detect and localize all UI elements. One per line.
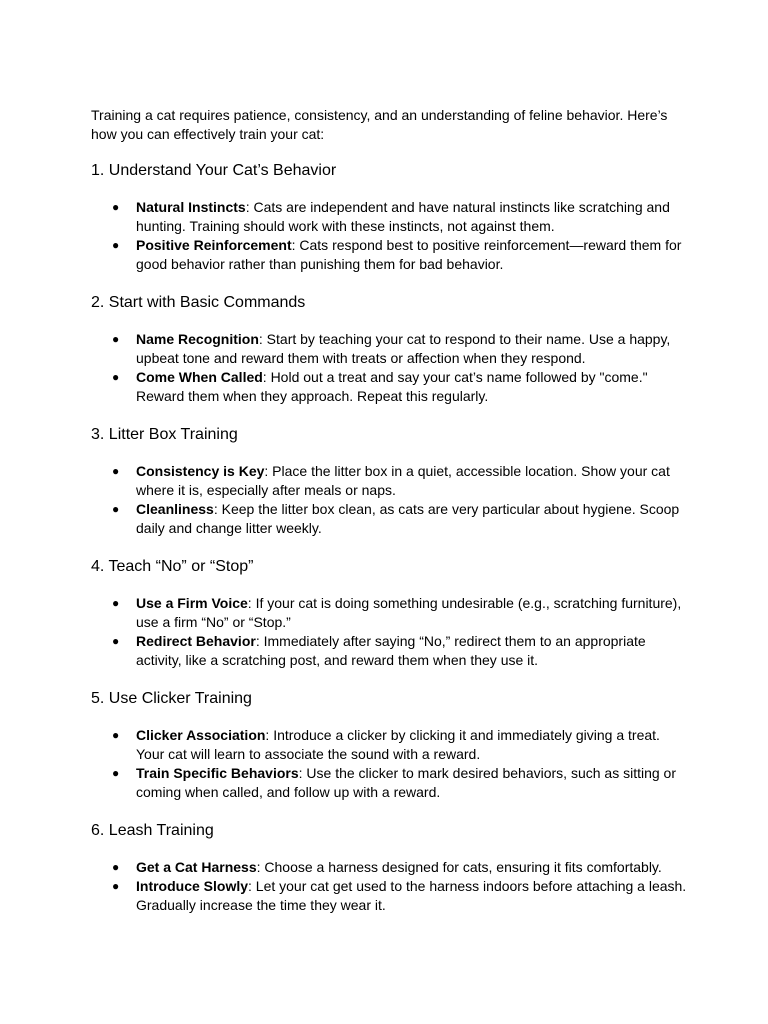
- section-heading-2: 2. Start with Basic Commands: [91, 294, 306, 311]
- bullet-icon: ●: [112, 634, 120, 648]
- item-text: : Hold out a treat and say your cat’s name followed by "come." Reward them when they approach. Repeat this regularly.: [136, 369, 648, 404]
- item-text: : If your cat is doing something undesirable (e.g., scratching furniture), use a firm “No” or “Stop.”: [136, 595, 682, 630]
- list-item: [91, 500, 691, 538]
- section-heading-6: 6. Leash Training: [91, 822, 214, 839]
- item-text: : Use the clicker to mark desired behaviors, such as sitting or coming when called, and follow up with a reward.: [136, 765, 677, 800]
- list-item: [91, 198, 691, 236]
- item-text: : Choose a harness designed for cats, ensuring it fits comfortably.: [256, 859, 662, 875]
- bullet-list-4: [91, 594, 691, 670]
- list-item: [91, 632, 691, 670]
- bullet-icon: ●: [112, 238, 120, 252]
- bullet-list-3: [91, 462, 691, 538]
- item-term: Use a Firm Voice: [136, 595, 248, 611]
- item-term: Cleanliness: [136, 501, 214, 517]
- item-text: : Keep the litter box clean, as cats are very particular about hygiene. Scoop daily and change litter weekly.: [136, 501, 680, 536]
- list-item: [91, 858, 691, 877]
- bullet-icon: ●: [112, 728, 120, 742]
- section-heading-3: 3. Litter Box Training: [91, 426, 238, 443]
- list-item: [91, 594, 691, 632]
- item-term: Train Specific Behaviors: [136, 765, 299, 781]
- list-item: [91, 236, 691, 274]
- item-text: : Start by teaching your cat to respond to their name. Use a happy, upbeat tone and reward them with treats or affection when they respond.: [136, 331, 671, 366]
- bullet-list-5: [91, 726, 691, 802]
- bullet-list-6: [91, 858, 691, 915]
- item-text: : Cats are independent and have natural instincts like scratching and hunting. Training should work with these instincts, not against them.: [136, 199, 670, 234]
- section-heading-5: 5. Use Clicker Training: [91, 690, 252, 707]
- item-text: : Introduce a clicker by clicking it and immediately giving a treat. Your cat will learn to associate the sound with a reward.: [136, 727, 660, 762]
- section-heading-1: 1. Understand Your Cat’s Behavior: [91, 162, 337, 179]
- bullet-list-1: [91, 198, 691, 274]
- item-term: Positive Reinforcement: [136, 237, 292, 253]
- bullet-icon: ●: [112, 860, 120, 874]
- bullet-icon: ●: [112, 766, 120, 780]
- document-page: [91, 106, 691, 934]
- bullet-list-2: [91, 330, 691, 406]
- list-item: [91, 726, 691, 764]
- list-item: [91, 764, 691, 802]
- bullet-icon: ●: [112, 464, 120, 478]
- item-term: Redirect Behavior: [136, 633, 256, 649]
- item-term: Come When Called: [136, 369, 263, 385]
- item-term: Consistency is Key: [136, 463, 265, 479]
- list-item: [91, 330, 691, 368]
- item-term: Natural Instincts: [136, 199, 246, 215]
- item-term: Introduce Slowly: [136, 878, 249, 894]
- list-item: [91, 368, 691, 406]
- item-term: Name Recognition: [136, 331, 259, 347]
- bullet-icon: ●: [112, 200, 120, 214]
- item-term: Get a Cat Harness: [136, 859, 257, 875]
- bullet-icon: ●: [112, 596, 120, 610]
- bullet-icon: ●: [112, 370, 120, 384]
- bullet-icon: ●: [112, 879, 120, 893]
- bullet-icon: ●: [112, 332, 120, 346]
- bullet-icon: ●: [112, 502, 120, 516]
- list-item: [91, 877, 691, 915]
- item-text: : Immediately after saying “No,” redirect them to an appropriate activity, like a scratching post, and reward them when they use it.: [136, 633, 646, 668]
- item-text: : Place the litter box in a quiet, accessible location. Show your cat where it is, especially after meals or naps.: [136, 463, 670, 498]
- section-heading-4: 4. Teach “No” or “Stop”: [91, 558, 254, 575]
- item-text: : Cats respond best to positive reinforcement—reward them for good behavior rather than punishing them for bad behavior.: [136, 237, 682, 272]
- list-item: [91, 462, 691, 500]
- item-text: : Let your cat get used to the harness indoors before attaching a leash. Gradually increase the time they wear it.: [136, 878, 687, 913]
- intro-paragraph: Training a cat requires patience, consistency, and an understanding of feline behavior. Here’s how you can effectively train your cat:: [91, 107, 668, 142]
- item-term: Clicker Association: [136, 727, 266, 743]
